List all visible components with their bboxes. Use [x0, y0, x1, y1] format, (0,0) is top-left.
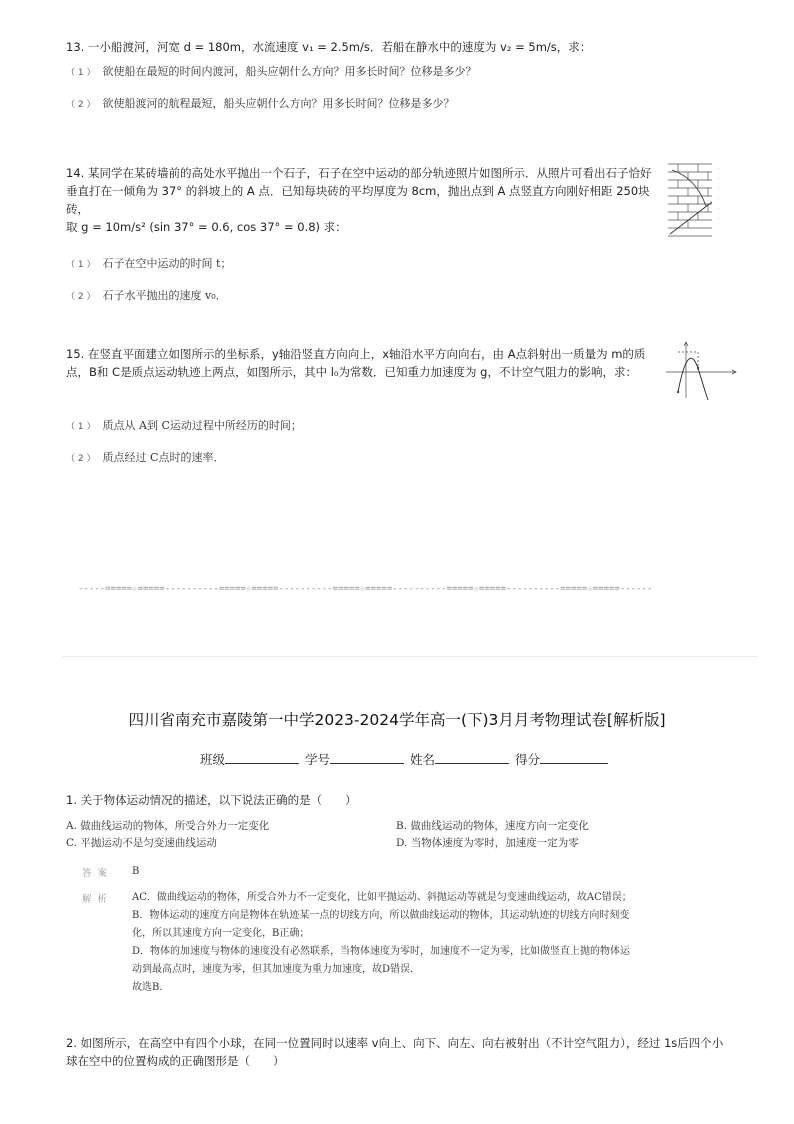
class-field-blank[interactable]	[225, 751, 299, 764]
coordinate-trajectory-figure	[664, 338, 740, 402]
svg-text:·: ·	[718, 207, 720, 212]
name-field-blank[interactable]	[435, 751, 509, 764]
student-number-field-label: 学号	[305, 752, 331, 767]
q15-part1	[66, 414, 302, 433]
analysis-line-3: 化，所以其速度方向一定变化，B正确；	[132, 928, 310, 939]
q2-stem	[66, 1034, 756, 1070]
page-separator	[62, 656, 758, 657]
q14-stem-line-2: 垂直打在一倾角为 37° 的斜坡上的 A 点．已知每块砖的平均厚度为 8cm，抛出点到 A 点竖直方向刚好相距 250块砖，	[66, 184, 650, 216]
q13-part2	[66, 92, 455, 111]
analysis-label: 解析	[82, 894, 114, 905]
q14-part2-number: （ 2 ）	[66, 292, 96, 302]
q13-part2-text: 欲使船渡河的航程最短，船头应朝什么方向？用多长时间？位移是多少？	[102, 97, 455, 110]
q13-part1	[66, 60, 477, 79]
name-field-label: 姓名	[410, 752, 436, 767]
svg-text:·: ·	[718, 217, 720, 222]
q14-part1	[66, 252, 231, 271]
q1-option-c: C. 平抛运动不是匀变速曲线运动	[66, 837, 217, 849]
q15-part2-number: （ 2 ）	[66, 454, 96, 464]
q15-stem-line-2: 点，B和 C是质点运动轨迹上两点，如图所示，其中 l₀为常数．已知重力加速度为 g，不计空气阻力的影响，求：	[66, 365, 637, 379]
q1-option-a: A. 做曲线运动的物体，所受合外力一定变化	[66, 820, 270, 832]
q14-part2	[66, 284, 227, 303]
q13-part1-number: （ 1 ）	[66, 68, 96, 78]
svg-text:·: ·	[718, 167, 720, 172]
svg-text:·: ·	[718, 177, 720, 182]
svg-text:·: ·	[718, 187, 720, 192]
q15-part2	[66, 446, 224, 465]
class-field-label: 班级	[200, 752, 226, 767]
analysis-line-5: 动到最高点时，速度为零，但其加速度为重力加速度，故D错误．	[132, 964, 421, 975]
svg-text:·: ·	[718, 197, 720, 202]
analysis-text	[132, 889, 632, 997]
q14-stem	[66, 164, 666, 236]
q13-part1-text: 欲使船在最短的时间内渡河，船头应朝什么方向？用多长时间？位移是多少？	[102, 65, 477, 78]
analysis-line-6: 故选B．	[132, 982, 170, 993]
q1-option-d: D. 当物体速度为零时，加速度一定为零	[396, 837, 579, 849]
q15-part1-text: 质点从 A到 C运动过程中所经历的时间；	[102, 419, 302, 432]
q13-stem: 13. 一小船渡河，河宽 d = 180m，水流速度 v₁ = 2.5m/s．若船在静水中的速度为 v₂ = 5m/s，求：	[66, 40, 592, 54]
q14-part2-text: 石子水平抛出的速度 v₀．	[102, 289, 227, 302]
analysis-line-2: B．物体运动的速度方向是物体在轨迹某一点的切线方向，所以做曲线运动的物体，其运动轨迹的切线方向时刻变	[132, 910, 630, 921]
q14-stem-line-1: 14. 某同学在某砖墙前的高处水平抛出一个石子，石子在空中运动的部分轨迹照片如图所示．从照片可看出石子恰好	[66, 166, 652, 180]
analysis-line-1: AC．做曲线运动的物体，所受合外力不一定变化，比如平抛运动、斜抛运动等就是匀变速曲线运动，故AC错误；	[132, 892, 632, 903]
q1-stem: 1. 关于物体运动情况的描述，以下说法正确的是（ ）	[66, 793, 357, 807]
answer-value: B	[132, 866, 140, 877]
q1-option-b: B. 做曲线运动的物体，速度方向一定变化	[396, 820, 589, 832]
exam-title: 四川省南充市嘉陵第一中学2023-2024学年高一(下)3月月考物理试卷[解析版]	[128, 711, 666, 729]
q14-stem-line-3: 取 g = 10m/s² (sin 37° = 0.6, cos 37° = 0.8) 求：	[66, 220, 347, 234]
brick-wall-figure	[666, 160, 738, 240]
score-field-blank[interactable]	[540, 751, 608, 764]
q15-part1-number: （ 1 ）	[66, 422, 96, 432]
q2-stem-line-1: 2. 如图所示，在高空中有四个小球，在同一位置同时以速率 v向上、向下、向左、向右被射出（不计空气阻力），经过 1s后四个小	[66, 1036, 724, 1050]
q13-part2-number: （ 2 ）	[66, 100, 96, 110]
score-field-label: 得分	[515, 752, 541, 767]
q15-part2-text: 质点经过 C点时的速率．	[102, 451, 225, 464]
q15-stem-line-1: 15. 在竖直平面建立如图所示的坐标系，y轴沿竖直方向向上，x轴沿水平方向向右，由 A点斜射出一质量为 m的质	[66, 347, 646, 361]
answer-label: 答案	[82, 868, 114, 879]
q14-part1-number: （ 1 ）	[66, 260, 96, 270]
q2-stem-line-2: 球在空中的位置构成的正确图形是（ ）	[66, 1054, 285, 1068]
analysis-line-4: D．物体的加速度与物体的速度没有必然联系，当物体速度为零时，加速度不一定为零，比如做竖直上抛的物体运	[132, 946, 631, 957]
section-divider: -----=====☆=====----------=====☆=====----------=====☆=====----------=====☆=====----------=====☆=====------	[78, 584, 653, 594]
q14-part1-text: 石子在空中运动的时间 t；	[102, 257, 232, 270]
q15-stem	[66, 345, 666, 381]
student-info-line	[200, 750, 610, 768]
student-number-field-blank[interactable]	[330, 751, 404, 764]
